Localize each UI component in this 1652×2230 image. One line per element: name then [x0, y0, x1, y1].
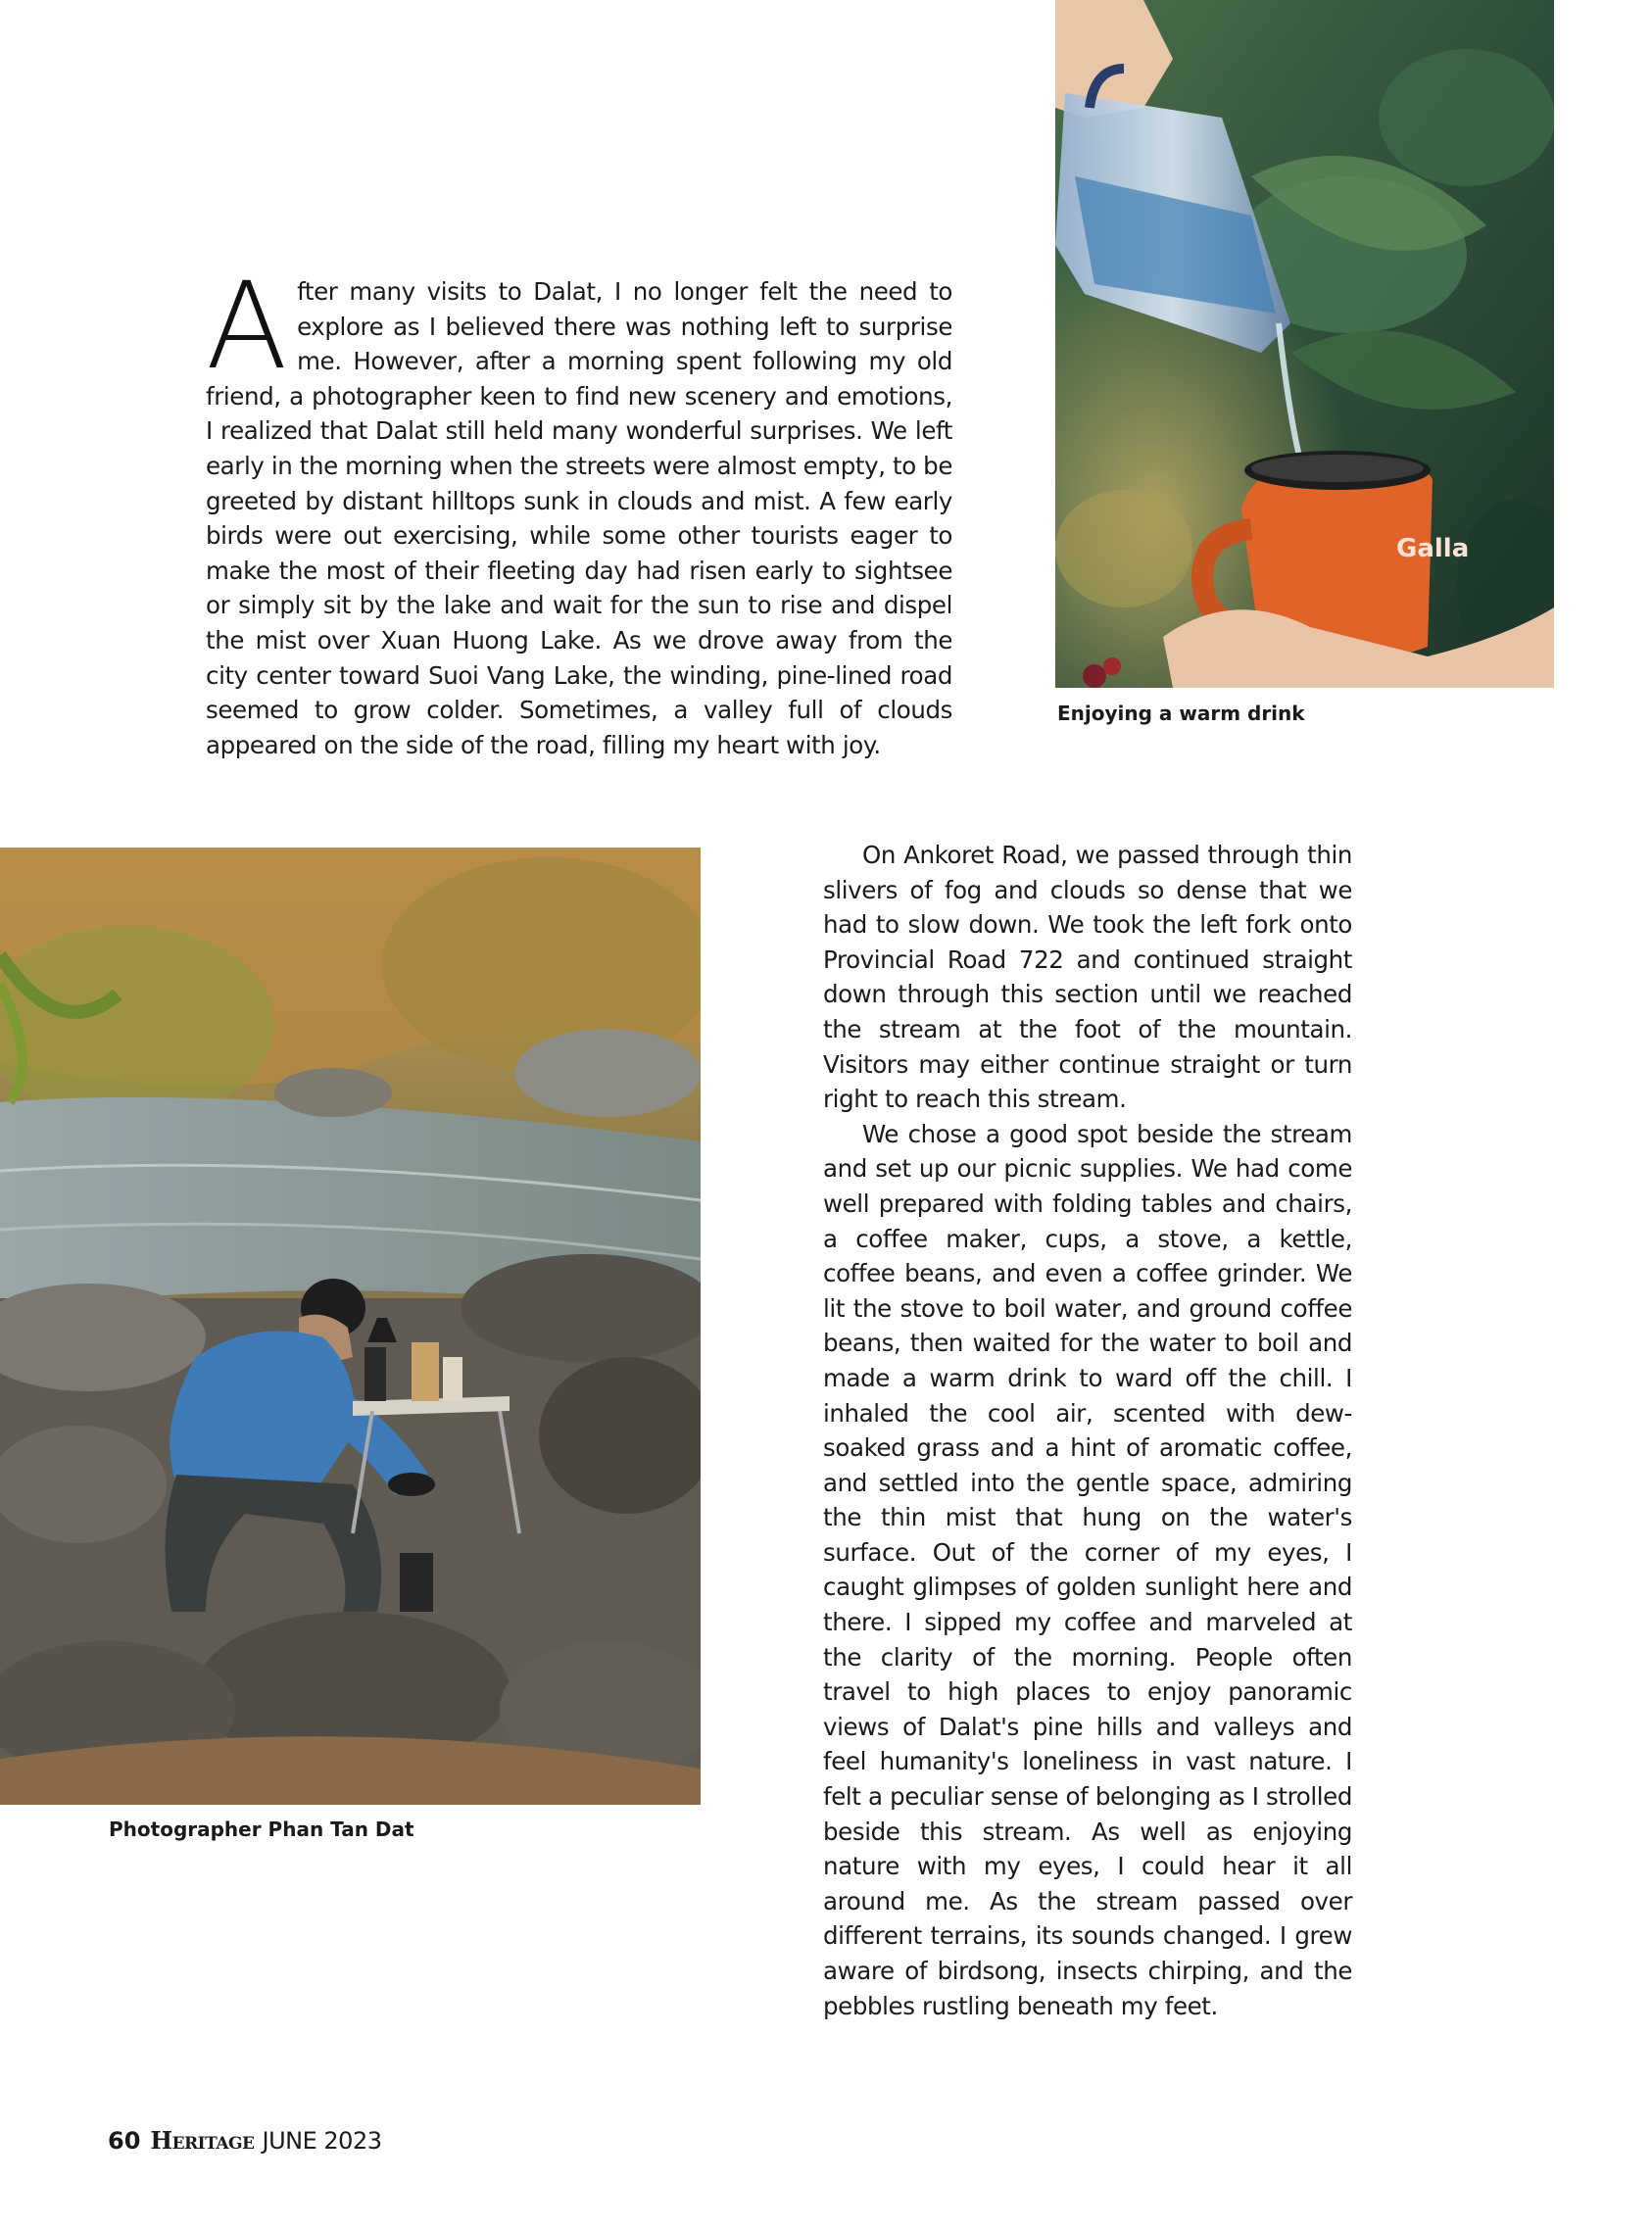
photo-warm-drink — [1055, 0, 1554, 688]
photo-photographer — [0, 848, 701, 1805]
page-number: 60 — [108, 2127, 141, 2155]
body-paragraph-2: We chose a good spot beside the stream and set up our picnic supplies. We had come well prepared with folding tables and chairs, a coffee maker, cups, a stove, a kettle, coffee beans, and even a coffee grinder. We lit the stove to boil water, and ground coffee beans, then waited for the water to boil and made a warm drink to ward off the chill. I inhaled the cool air, scented with dew-soaked grass and a hint of aromatic coffee, and settled into the gentle space, admiring the thin mist that hung on the water's surface. Out of the corner of my eyes, I caught glimpses of golden sunlight here and there. I sipped my coffee and marveled at the clarity of the morning. People often travel to high places to enjoy panoramic views of Dalat's pine hills and valleys and feel humanity's loneliness in vast nature. I felt a peculiar sense of belonging as I strolled beside this stream. As well as enjoying nature with my eyes, I could hear it all around me. As the stream passed over different terrains, its sounds changed. I grew aware of birdsong, insects chirping, and the pebbles rustling beneath my feet. — [823, 1119, 1352, 2020]
intro-text: fter many visits to Dalat, I no longer felt the need to explore as I believed there was nothing left to surprise me. However, after a morning spent following my old friend, a photographer keen to find new scenery and emotions, I realized that Dalat still held many wonderful surprises. We left early in the morning when the streets were almost empty, to be greeted by distant hilltops sunk in clouds and mist. A few early birds were out exercising, while some other tourists eager to make the most of their fleeting day had risen early to sightsee or simply sit by the lake and wait for the sun to rise and dispel the mist over Xuan Huong Lake. As we drove away from the city center toward Suoi Vang Lake, the winding, pine-lined road seemed to grow colder. Sometimes, a valley full of clouds appeared on the side of the road, filling my heart with joy. — [206, 277, 952, 759]
photographer-image — [0, 848, 701, 1805]
mug-logo-text: Galla — [1396, 534, 1470, 563]
intro-paragraph — [206, 257, 952, 762]
body-column — [823, 838, 1352, 2023]
warm-drink-image — [1055, 0, 1554, 688]
issue-date: JUNE 2023 — [262, 2127, 382, 2155]
caption-photographer: Photographer Phan Tan Dat — [109, 1818, 414, 1841]
drop-cap: A — [206, 257, 288, 396]
body-paragraph-1: On Ankoret Road, we passed through thin slivers of fog and clouds so dense that we had to slow down. We took the left fork onto Provincial Road 722 and continued straight down through this section until we reached the stream at the foot of the mountain. Visitors may either continue straight or turn right to reach this stream. — [823, 841, 1352, 1114]
page-footer — [108, 2126, 381, 2155]
magazine-name: Heritage — [150, 2126, 255, 2155]
caption-warm-drink: Enjoying a warm drink — [1057, 702, 1305, 725]
